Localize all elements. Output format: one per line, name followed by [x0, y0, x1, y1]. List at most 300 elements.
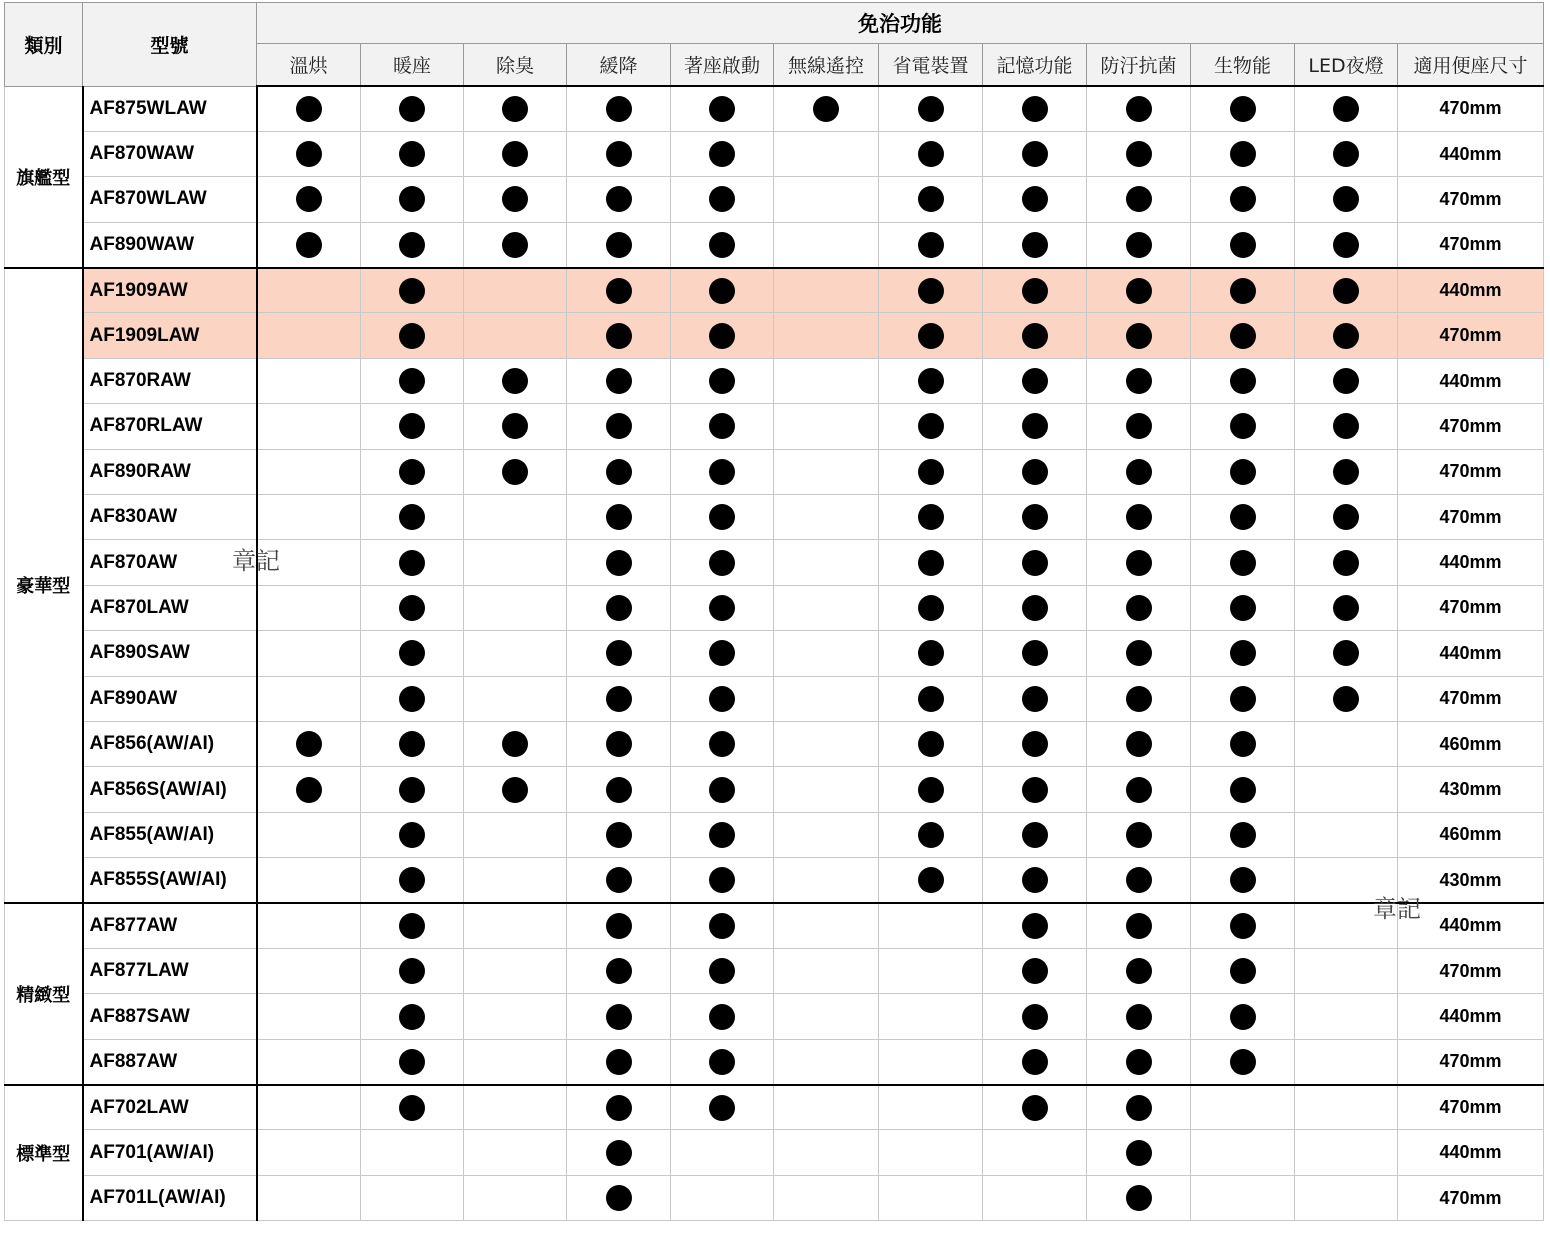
feature-dot-icon — [399, 640, 425, 666]
feature-cell — [567, 222, 671, 267]
feature-cell — [983, 1175, 1087, 1220]
feature-cell — [879, 812, 983, 857]
feature-cell — [1191, 903, 1295, 948]
feature-dot-icon — [1230, 1049, 1256, 1075]
feature-dot-icon — [709, 368, 735, 394]
model-cell: AF877AW — [83, 903, 257, 948]
feature-cell — [1087, 358, 1191, 403]
feature-dot-icon — [606, 1185, 632, 1211]
header-feature: 緩降 — [567, 44, 671, 87]
feature-dot-icon — [1126, 96, 1152, 122]
feature-cell — [361, 404, 464, 449]
table-row — [5, 585, 1544, 630]
feature-cell — [774, 721, 879, 766]
model-cell: AF877LAW — [83, 948, 257, 993]
feature-cell — [567, 1175, 671, 1220]
feature-dot-icon — [1333, 278, 1359, 304]
feature-cell — [774, 812, 879, 857]
feature-dot-icon — [1022, 186, 1048, 212]
header-feature: 暖座 — [361, 44, 464, 87]
feature-dot-icon — [606, 1004, 632, 1030]
feature-cell — [1087, 812, 1191, 857]
feature-cell — [361, 495, 464, 540]
feature-dot-icon — [1022, 913, 1048, 939]
table-row — [5, 177, 1544, 222]
category-cell: 標準型 — [5, 1085, 83, 1221]
feature-cell — [361, 903, 464, 948]
feature-cell — [879, 313, 983, 358]
feature-cell — [671, 313, 774, 358]
model-cell: AF702LAW — [83, 1085, 257, 1130]
feature-cell — [1191, 948, 1295, 993]
feature-cell — [361, 812, 464, 857]
feature-cell — [567, 404, 671, 449]
feature-dot-icon — [1022, 232, 1048, 258]
seat-size-cell: 470mm — [1398, 585, 1544, 630]
feature-dot-icon — [399, 867, 425, 893]
feature-cell — [464, 177, 567, 222]
feature-cell — [879, 1085, 983, 1130]
feature-dot-icon — [502, 731, 528, 757]
feature-dot-icon — [918, 550, 944, 576]
feature-dot-icon — [1230, 96, 1256, 122]
feature-cell — [1087, 495, 1191, 540]
feature-dot-icon — [399, 822, 425, 848]
feature-dot-icon — [1126, 867, 1152, 893]
feature-cell — [257, 858, 361, 903]
feature-dot-icon — [1022, 686, 1048, 712]
feature-dot-icon — [918, 413, 944, 439]
table-row — [5, 449, 1544, 494]
feature-dot-icon — [918, 232, 944, 258]
feature-cell — [464, 1130, 567, 1175]
feature-dot-icon — [1126, 777, 1152, 803]
feature-cell — [671, 676, 774, 721]
feature-cell — [879, 540, 983, 585]
feature-cell — [464, 131, 567, 176]
feature-cell — [879, 631, 983, 676]
feature-cell — [983, 1085, 1087, 1130]
header-feature-group: 免治功能 — [257, 3, 1544, 44]
model-cell: AF1909AW — [83, 268, 257, 313]
feature-cell — [1087, 268, 1191, 313]
model-cell: AF870WAW — [83, 131, 257, 176]
feature-cell — [1191, 313, 1295, 358]
feature-cell — [1191, 131, 1295, 176]
feature-dot-icon — [1230, 822, 1256, 848]
feature-dot-icon — [709, 686, 735, 712]
feature-cell — [774, 86, 879, 131]
feature-cell — [983, 358, 1087, 403]
feature-dot-icon — [1126, 958, 1152, 984]
feature-dot-icon — [399, 323, 425, 349]
feature-cell — [361, 1130, 464, 1175]
feature-dot-icon — [1022, 413, 1048, 439]
feature-dot-icon — [1333, 323, 1359, 349]
feature-dot-icon — [1333, 413, 1359, 439]
feature-dot-icon — [399, 1049, 425, 1075]
feature-dot-icon — [1230, 368, 1256, 394]
feature-cell — [774, 858, 879, 903]
feature-cell — [257, 631, 361, 676]
feature-cell — [1087, 767, 1191, 812]
feature-dot-icon — [606, 1140, 632, 1166]
feature-dot-icon — [709, 459, 735, 485]
feature-dot-icon — [1230, 278, 1256, 304]
seat-size-cell: 430mm — [1398, 858, 1544, 903]
feature-dot-icon — [1126, 186, 1152, 212]
feature-cell — [1087, 858, 1191, 903]
feature-cell — [774, 449, 879, 494]
model-cell: AF887AW — [83, 1039, 257, 1084]
feature-cell — [774, 676, 879, 721]
feature-dot-icon — [1230, 867, 1256, 893]
feature-cell — [1191, 268, 1295, 313]
feature-dot-icon — [399, 1095, 425, 1121]
feature-dot-icon — [709, 777, 735, 803]
feature-dot-icon — [918, 822, 944, 848]
seat-size-cell: 470mm — [1398, 495, 1544, 540]
feature-cell — [879, 449, 983, 494]
seat-size-cell: 440mm — [1398, 268, 1544, 313]
feature-cell — [1295, 994, 1398, 1039]
feature-dot-icon — [1126, 595, 1152, 621]
feature-cell — [1191, 1175, 1295, 1220]
table-row — [5, 812, 1544, 857]
feature-cell — [567, 767, 671, 812]
feature-cell — [567, 177, 671, 222]
header-feature: 溫烘 — [257, 44, 361, 87]
feature-dot-icon — [399, 504, 425, 530]
feature-dot-icon — [1022, 368, 1048, 394]
feature-cell — [257, 495, 361, 540]
feature-dot-icon — [606, 278, 632, 304]
feature-cell — [671, 1175, 774, 1220]
feature-dot-icon — [1022, 278, 1048, 304]
feature-dot-icon — [1333, 550, 1359, 576]
feature-cell — [464, 1039, 567, 1084]
feature-dot-icon — [918, 368, 944, 394]
feature-cell — [1087, 631, 1191, 676]
feature-cell — [464, 313, 567, 358]
watermark-stamp: 章記 — [232, 547, 280, 575]
header-feature: LED夜燈 — [1295, 44, 1398, 87]
table-row — [5, 1130, 1544, 1175]
feature-cell — [671, 86, 774, 131]
feature-dot-icon — [1022, 777, 1048, 803]
feature-cell — [983, 585, 1087, 630]
feature-dot-icon — [1230, 640, 1256, 666]
feature-dot-icon — [709, 595, 735, 621]
category-cell: 豪華型 — [5, 268, 83, 903]
feature-cell — [257, 812, 361, 857]
header-feature: 省電裝置 — [879, 44, 983, 87]
feature-cell — [1087, 1130, 1191, 1175]
category-cell: 旗艦型 — [5, 86, 83, 268]
feature-dot-icon — [1230, 777, 1256, 803]
feature-cell — [774, 948, 879, 993]
feature-dot-icon — [1126, 1140, 1152, 1166]
feature-cell — [1191, 994, 1295, 1039]
feature-dot-icon — [1126, 459, 1152, 485]
feature-cell — [464, 585, 567, 630]
feature-cell — [879, 721, 983, 766]
feature-dot-icon — [918, 459, 944, 485]
header-model: 型號 — [83, 3, 257, 87]
feature-dot-icon — [606, 595, 632, 621]
feature-cell — [983, 404, 1087, 449]
feature-dot-icon — [296, 777, 322, 803]
feature-dot-icon — [606, 731, 632, 757]
feature-dot-icon — [606, 867, 632, 893]
feature-cell — [879, 1175, 983, 1220]
header-feature: 著座啟動 — [671, 44, 774, 87]
seat-size-cell: 430mm — [1398, 767, 1544, 812]
feature-dot-icon — [1126, 323, 1152, 349]
feature-cell — [361, 1085, 464, 1130]
feature-cell — [257, 767, 361, 812]
model-cell: AF890AW — [83, 676, 257, 721]
feature-cell — [1191, 721, 1295, 766]
table-row — [5, 767, 1544, 812]
feature-cell — [257, 449, 361, 494]
feature-cell — [361, 222, 464, 267]
feature-cell — [1191, 1039, 1295, 1084]
feature-cell — [361, 313, 464, 358]
model-cell: AF701(AW/AI) — [83, 1130, 257, 1175]
table-row — [5, 358, 1544, 403]
seat-size-cell: 470mm — [1398, 449, 1544, 494]
feature-cell — [1191, 676, 1295, 721]
feature-dot-icon — [399, 141, 425, 167]
feature-dot-icon — [1022, 1004, 1048, 1030]
feature-cell — [1295, 767, 1398, 812]
feature-cell — [774, 1130, 879, 1175]
feature-cell — [879, 86, 983, 131]
feature-cell — [1087, 131, 1191, 176]
feature-dot-icon — [1022, 595, 1048, 621]
feature-cell — [671, 994, 774, 1039]
feature-dot-icon — [1126, 1004, 1152, 1030]
feature-cell — [983, 994, 1087, 1039]
feature-cell — [774, 358, 879, 403]
seat-size-cell: 460mm — [1398, 812, 1544, 857]
feature-cell — [774, 404, 879, 449]
feature-dot-icon — [296, 232, 322, 258]
feature-dot-icon — [296, 731, 322, 757]
feature-cell — [257, 177, 361, 222]
seat-size-cell: 470mm — [1398, 1039, 1544, 1084]
feature-dot-icon — [1333, 232, 1359, 258]
feature-cell — [774, 631, 879, 676]
feature-cell — [879, 994, 983, 1039]
table-row — [5, 222, 1544, 267]
feature-cell — [671, 222, 774, 267]
feature-cell — [879, 903, 983, 948]
feature-dot-icon — [1230, 232, 1256, 258]
table-row — [5, 994, 1544, 1039]
feature-cell — [464, 358, 567, 403]
feature-dot-icon — [918, 504, 944, 530]
feature-cell — [1295, 948, 1398, 993]
feature-cell — [1295, 676, 1398, 721]
seat-size-cell: 440mm — [1398, 358, 1544, 403]
feature-cell — [983, 177, 1087, 222]
feature-dot-icon — [1022, 1049, 1048, 1075]
seat-size-cell: 470mm — [1398, 313, 1544, 358]
feature-dot-icon — [399, 595, 425, 621]
feature-cell — [1087, 540, 1191, 585]
feature-cell — [567, 1130, 671, 1175]
model-cell: AF870WLAW — [83, 177, 257, 222]
feature-cell — [567, 268, 671, 313]
feature-cell — [671, 812, 774, 857]
feature-cell — [464, 1085, 567, 1130]
feature-dot-icon — [1230, 913, 1256, 939]
feature-dot-icon — [1126, 913, 1152, 939]
feature-dot-icon — [1126, 368, 1152, 394]
feature-cell — [567, 721, 671, 766]
feature-dot-icon — [399, 413, 425, 439]
feature-cell — [983, 1130, 1087, 1175]
feature-cell — [1087, 676, 1191, 721]
feature-cell — [361, 358, 464, 403]
header-feature: 記憶功能 — [983, 44, 1087, 87]
feature-cell — [983, 449, 1087, 494]
feature-dot-icon — [709, 731, 735, 757]
feature-cell — [1295, 812, 1398, 857]
feature-dot-icon — [1333, 186, 1359, 212]
feature-dot-icon — [399, 96, 425, 122]
feature-dot-icon — [502, 186, 528, 212]
feature-cell — [774, 585, 879, 630]
feature-cell — [879, 948, 983, 993]
feature-dot-icon — [399, 186, 425, 212]
feature-dot-icon — [399, 731, 425, 757]
feature-cell — [879, 358, 983, 403]
feature-cell — [361, 1039, 464, 1084]
feature-cell — [464, 86, 567, 131]
feature-cell — [774, 1085, 879, 1130]
feature-cell — [361, 767, 464, 812]
feature-dot-icon — [1126, 232, 1152, 258]
feature-cell — [257, 1039, 361, 1084]
feature-cell — [1087, 313, 1191, 358]
feature-dot-icon — [1126, 822, 1152, 848]
feature-cell — [671, 131, 774, 176]
feature-dot-icon — [918, 186, 944, 212]
feature-cell — [464, 812, 567, 857]
table-row — [5, 858, 1544, 903]
feature-cell — [983, 222, 1087, 267]
feature-dot-icon — [709, 867, 735, 893]
feature-dot-icon — [1230, 323, 1256, 349]
feature-cell — [1295, 1130, 1398, 1175]
feature-cell — [567, 676, 671, 721]
feature-cell — [671, 540, 774, 585]
model-cell: AF701L(AW/AI) — [83, 1175, 257, 1220]
feature-cell — [361, 1175, 464, 1220]
seat-size-cell: 440mm — [1398, 540, 1544, 585]
feature-dot-icon — [1126, 640, 1152, 666]
table-row — [5, 131, 1544, 176]
model-cell: AF870AW — [83, 540, 257, 585]
feature-dot-icon — [502, 413, 528, 439]
feature-dot-icon — [709, 640, 735, 666]
feature-dot-icon — [606, 913, 632, 939]
feature-cell — [983, 858, 1087, 903]
feature-dot-icon — [709, 232, 735, 258]
feature-cell — [1191, 177, 1295, 222]
feature-dot-icon — [918, 777, 944, 803]
feature-dot-icon — [1333, 686, 1359, 712]
feature-dot-icon — [606, 96, 632, 122]
seat-size-cell: 470mm — [1398, 676, 1544, 721]
feature-cell — [1087, 903, 1191, 948]
feature-cell — [567, 812, 671, 857]
table-row — [5, 268, 1544, 313]
feature-cell — [671, 1130, 774, 1175]
feature-dot-icon — [606, 640, 632, 666]
feature-dot-icon — [296, 141, 322, 167]
feature-cell — [1295, 585, 1398, 630]
feature-cell — [361, 676, 464, 721]
seat-size-cell: 440mm — [1398, 994, 1544, 1039]
feature-cell — [983, 812, 1087, 857]
feature-cell — [671, 404, 774, 449]
seat-size-cell: 470mm — [1398, 177, 1544, 222]
model-cell: AF890RAW — [83, 449, 257, 494]
feature-cell — [464, 631, 567, 676]
feature-dot-icon — [1022, 958, 1048, 984]
feature-cell — [257, 1175, 361, 1220]
feature-cell — [257, 358, 361, 403]
feature-cell — [1295, 86, 1398, 131]
feature-cell — [1191, 540, 1295, 585]
feature-cell — [1295, 177, 1398, 222]
feature-cell — [464, 404, 567, 449]
feature-dot-icon — [709, 913, 735, 939]
feature-cell — [1191, 812, 1295, 857]
feature-dot-icon — [918, 96, 944, 122]
feature-cell — [1087, 222, 1191, 267]
feature-dot-icon — [709, 958, 735, 984]
feature-dot-icon — [1126, 504, 1152, 530]
feature-dot-icon — [1230, 958, 1256, 984]
feature-cell — [361, 268, 464, 313]
feature-dot-icon — [1230, 459, 1256, 485]
feature-dot-icon — [709, 96, 735, 122]
feature-cell — [1191, 86, 1295, 131]
table-row — [5, 1085, 1544, 1130]
seat-size-cell: 470mm — [1398, 1085, 1544, 1130]
feature-dot-icon — [1230, 141, 1256, 167]
feature-dot-icon — [1022, 459, 1048, 485]
feature-dot-icon — [1333, 96, 1359, 122]
feature-dot-icon — [1022, 867, 1048, 893]
header-category: 類別 — [5, 3, 83, 87]
feature-cell — [1295, 495, 1398, 540]
model-cell: AF870RLAW — [83, 404, 257, 449]
feature-dot-icon — [296, 186, 322, 212]
feature-cell — [257, 676, 361, 721]
feature-cell — [257, 721, 361, 766]
watermark-stamp: 章記 — [1373, 895, 1421, 923]
feature-cell — [671, 1039, 774, 1084]
feature-cell — [983, 131, 1087, 176]
feature-dot-icon — [1022, 323, 1048, 349]
feature-cell — [774, 495, 879, 540]
